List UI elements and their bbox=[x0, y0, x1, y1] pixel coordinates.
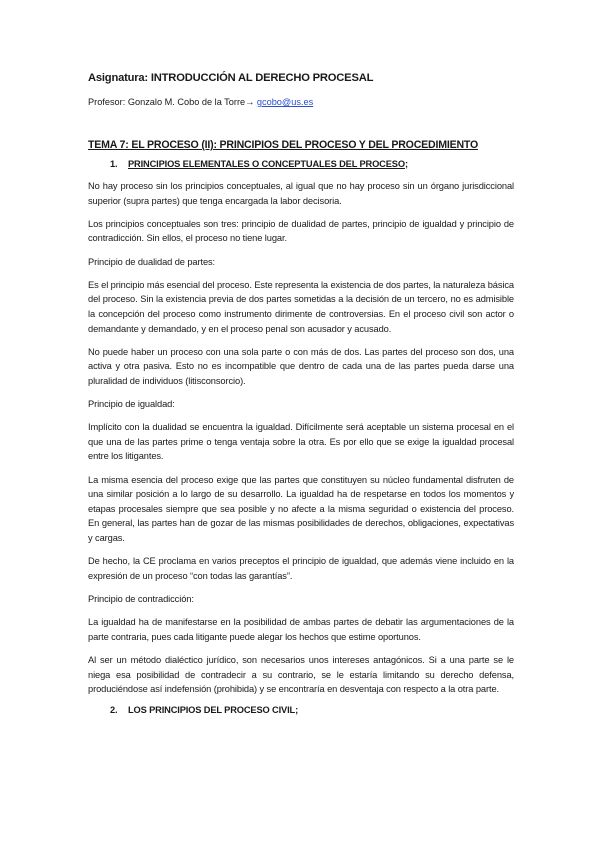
paragraph: Los principios conceptuales son tres: principio de dualidad de partes, principio de igualdad y principio de contradicción. Sin ellos, el proceso no tiene lugar. bbox=[88, 218, 514, 244]
section-heading-2 bbox=[110, 705, 514, 715]
email-link[interactable]: gcobo@us.es bbox=[256, 97, 314, 107]
subject-line bbox=[88, 72, 514, 84]
section-heading-1 bbox=[110, 159, 514, 169]
paragraph: No hay proceso sin los principios conceptuales, al igual que no hay proceso sin un órgano jurisdiccional superior (supra partes) que tenga encargada la labor decisoria. bbox=[88, 181, 514, 206]
paragraph: Es el principio más esencial del proceso. Este representa la existencia de dos partes, la naturaleza básica del proceso. Sin la existencia previa de dos partes sometidas a la decisión de un tercero, no es admisible la concepción del proceso como instrumento dirimente de controversias. En el proceso civil son actor o demandante y demandado, y en el proceso penal son acusador y acusado. bbox=[88, 279, 514, 334]
paragraph: Implícito con la dualidad se encuentra la igualdad. Difícilmente será aceptable un sistema procesal en el que una de las partes prime o tenga ventaja sobre la otra. Es por ello que se exige la igualdad procesal entre los litigantes. bbox=[88, 422, 514, 462]
subject-title: INTRODUCCIÓN AL DERECHO PROCESAL bbox=[150, 72, 374, 84]
subheading-contradiccion: Principio de contradicción: bbox=[88, 594, 194, 604]
section-title: PRINCIPIOS ELEMENTALES O CONCEPTUALES DEL PROCESO bbox=[128, 159, 405, 169]
professor-name: Profesor: Gonzalo M. Cobo de la Torre→ bbox=[88, 97, 255, 107]
paragraph: La misma esencia del proceso exige que las partes que constituyen su núcleo fundamental disfruten de una similar posición a lo largo de su desarrollo. La igualdad ha de respetarse en todos los momentos y etapas procesales siempre que sea posible y no afecte a la misma seguridad o existencia del proceso. En general, las partes han de gozar de las mismas posibilidades de derechos, obligaciones, expectativas y cargas. bbox=[88, 474, 514, 544]
subject-label: Asignatura: bbox=[88, 72, 148, 84]
subheading-dualidad: Principio de dualidad de partes: bbox=[88, 256, 216, 267]
professor-line bbox=[88, 97, 514, 107]
tema-title: TEMA 7: EL PROCESO (II): PRINCIPIOS DEL PROCESO Y DEL PROCEDIMIENTO bbox=[88, 139, 479, 151]
document-content bbox=[88, 72, 514, 725]
paragraph: De hecho, la CE proclama en varios preceptos el principio de igualdad, que además viene incluido en la expresión de un proceso “con todas las garantías”. bbox=[88, 556, 514, 581]
section-tail: ; bbox=[295, 705, 299, 716]
subheading-igualdad: Principio de igualdad: bbox=[88, 399, 175, 410]
section-number: 2. bbox=[110, 705, 118, 716]
paragraph: Al ser un método dialéctico jurídico, son necesarios unos intereses antagónicos. Si a una parte se le niega esa posibilidad de contradecir a su contrario, se le estaría limitando su derecho defensa, produciéndose así indefensión (prohibida) y se encontraría en desventaja con respecto a la otra parte. bbox=[88, 654, 514, 695]
paragraph: La igualdad ha de manifestarse en la posibilidad de ambas partes de debatir las argumentaciones de la parte contraria, pues cada litigante puede alegar los hechos que estime oportunos. bbox=[88, 617, 514, 642]
section-title: LOS PRINCIPIOS DEL PROCESO CIVIL bbox=[128, 705, 296, 716]
section-number: 1. bbox=[110, 159, 118, 169]
paragraph: No puede haber un proceso con una sola parte o con más de dos. Las partes del proceso son dos, una activa y otra pasiva. Esto no es incompatible que dentro de cada una de las partes pueda darse una pluralidad de individuos (litisconsorcio). bbox=[88, 346, 514, 386]
section-tail: ; bbox=[404, 159, 408, 169]
